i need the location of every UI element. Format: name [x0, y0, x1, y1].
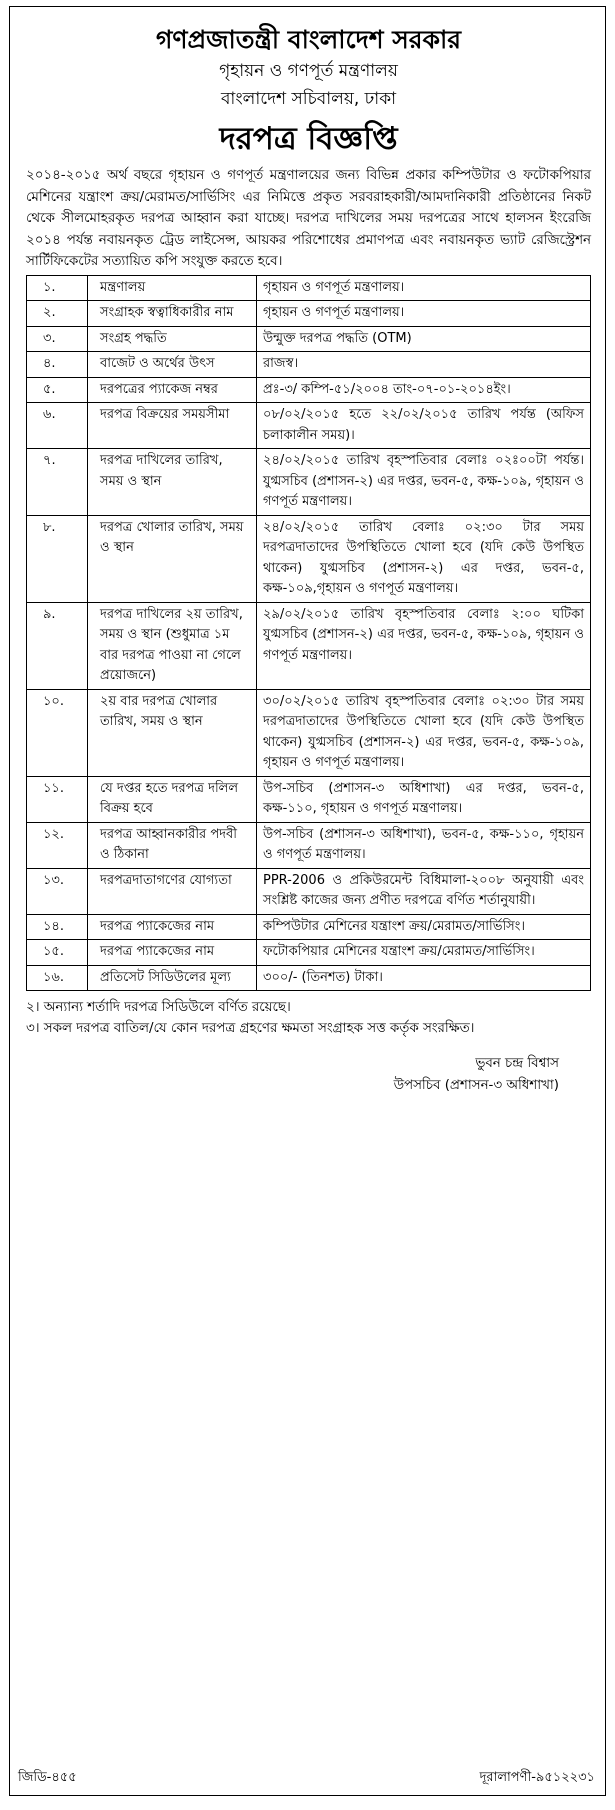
table-row: [27, 776, 591, 822]
tender-notice: [9, 6, 606, 1796]
note-item: ২। অন্যান্য শর্তাদি দরপত্র সিডিউলে বর্ণিত রয়েছে।: [26, 1000, 291, 1016]
serial-cell: ৯.: [27, 602, 88, 689]
table-row: [27, 352, 591, 378]
serial-cell: ১৫.: [27, 940, 88, 966]
label-cell: দরপত্রের প্যাকেজ নম্বর: [88, 377, 257, 403]
ministry-heading: গৃহায়ন ও গণপূর্ত মন্ত্রণালয়: [219, 61, 398, 81]
note-item: ৩। সকল দরপত্র বাতিল/যে কোন দরপত্র গ্রহণের ক্ষমতা সংগ্রাহক সত্ত কর্তৃক সংরক্ষিত।: [26, 1021, 475, 1037]
label-cell: দরপত্র খোলার তারিখ, সময় ও স্থান: [88, 515, 257, 602]
value-cell: উপ-সচিব (প্রশাসন-৩ অধিশাখা) এর দপ্তর, ভবন-৫, কক্ষ-১১০, গৃহায়ন ও গণপূর্ত মন্ত্রণালয়।: [257, 776, 591, 822]
table-row: [27, 602, 591, 689]
table-row: [27, 301, 591, 327]
label-cell: দরপত্র প্যাকেজের নাম: [88, 940, 257, 966]
intro-paragraph: ২০১৪-২০১৫ অর্থ বছরে গৃহায়ন ও গণপূর্ত মন্ত্রণালয়ের জন্য বিভিন্ন প্রকার কম্পিউটার ও ফটোকপিয়ার মেশিনের যন্ত্রাংশ ক্রয়/মেরামত/সার্ভিসিং এর নিমিত্তে প্রকৃত সরবরাহকারী/আমদানিকারী প্রতিষ্ঠানের নিকট থেকে সীলমোহরকৃত দরপত্র আহ্বান করা যাচ্ছে। দরপত্র দাখিলের সময় দরপত্রের সাথে হালসন ইংরেজি ২০১৪ পর্যন্ত নবায়নকৃত ট্রেড লাইসেন্স, আয়কর পরিশোধের প্রমাণপত্র এবং নবায়নকৃত ভ্যাট রেজিস্ট্রেশন সার্টিফিকেটের সত্যায়িত কপি সংযুক্ত করতে হবে।: [26, 168, 591, 270]
value-cell: কম্পিউটার মেশিনের যন্ত্রাংশ ক্রয়/মেরামত/সার্ভিসিং।: [257, 914, 591, 940]
label-cell: দরপত্র দাখিলের তারিখ, সময় ও স্থান: [88, 449, 257, 516]
table-row: [27, 326, 591, 352]
table-row: [27, 403, 591, 449]
notice-title: দরপত্র বিজ্ঞপ্তি: [219, 121, 398, 157]
table-row: [27, 822, 591, 868]
signatory-designation: উপসচিব (প্রশাসন-৩ অধিশাখা): [393, 1078, 559, 1094]
serial-cell: ৪.: [27, 352, 88, 378]
value-cell: গৃহায়ন ও গণপূর্ত মন্ত্রণালয়।: [257, 275, 591, 301]
label-cell: দরপত্র দাখিলের ২য় তারিখ, সময় ও স্থান (শুধুমাত্র ১ম বার দরপত্র পাওয়া না গেলে প্রয়োজনে): [88, 602, 257, 689]
serial-cell: ১.: [27, 275, 88, 301]
table-row: [27, 689, 591, 776]
value-cell: PPR-2006 ও প্রকিউরমেন্ট বিধিমালা-২০০৮ অনুযায়ী এবং সংশ্লিষ্ট কাজের জন্য প্রণীত দরপত্রে বর্ণিত শর্তানুযায়ী।: [257, 868, 591, 914]
value-cell: উন্মুক্ত দরপত্র পদ্ধতি (OTM): [257, 326, 591, 352]
label-cell: ২য় বার দরপত্র খোলার তারিখ, সময় ও স্থান: [88, 689, 257, 776]
table-row: [27, 940, 591, 966]
gd-code: জিডি-৪৫৫: [18, 1770, 77, 1785]
label-cell: দরপত্র বিক্রয়ের সময়সীমা: [88, 403, 257, 449]
table-row: [27, 515, 591, 602]
phone-number: দূরালাপণী-৯৫১২২৩১: [479, 1770, 595, 1785]
government-heading: গণপ্রজাতন্ত্রী বাংলাদেশ সরকার: [156, 25, 461, 54]
label-cell: মন্ত্রণালয়: [88, 275, 257, 301]
value-cell: উপ-সচিব (প্রশাসন-৩ অধিশাখা), ভবন-৫, কক্ষ-১১০, গৃহায়ন ও গণপূর্ত মন্ত্রণালয়।: [257, 822, 591, 868]
table-row: [27, 275, 591, 301]
location-heading: বাংলাদেশ সচিবালয়, ঢাকা: [220, 89, 397, 109]
serial-cell: ১১.: [27, 776, 88, 822]
value-cell: গৃহায়ন ও গণপূর্ত মন্ত্রণালয়।: [257, 301, 591, 327]
serial-cell: ১০.: [27, 689, 88, 776]
value-cell: ৩০/০২/২০১৫ তারিখ বৃহস্পতিবার বেলাঃ ০২:৩০ টার সময় দরপত্রদাতাদের উপস্থিতিতে খোলা হবে (যদি কেউ উপস্থিত থাকেন) যুগ্মসচিব (প্রশাসন-২) এর দপ্তর, ভবন-৫, কক্ষ-১০৯, গৃহায়ন ও গণপূর্ত মন্ত্রণালয়।: [257, 689, 591, 776]
serial-cell: ৩.: [27, 326, 88, 352]
value-cell: ২৯/০২/২০১৫ তারিখ বৃহস্পতিবার বেলাঃ ২:০০ ঘটিকা যুগ্মসচিব (প্রশাসন-২) এর দপ্তর, ভবন-৫, কক্ষ-১০৯, গৃহায়ন ও গণপূর্ত মন্ত্রণালয়।: [257, 602, 591, 689]
label-cell: সংগ্রাহক স্বত্বাধিকারীর নাম: [88, 301, 257, 327]
label-cell: দরপত্রদাতাগণের যোগ্যতা: [88, 868, 257, 914]
label-cell: সংগ্রহ পদ্ধতি: [88, 326, 257, 352]
serial-cell: ১৪.: [27, 914, 88, 940]
table-row: [27, 449, 591, 516]
value-cell: ফটোকপিয়ার মেশিনের যন্ত্রাংশ ক্রয়/মেরামত/সার্ভিসিং।: [257, 940, 591, 966]
value-cell: রাজস্ব।: [257, 352, 591, 378]
serial-cell: ১২.: [27, 822, 88, 868]
signature-block: [26, 1053, 591, 1097]
label-cell: দরপত্র প্যাকেজের নাম: [88, 914, 257, 940]
footer: [18, 1768, 595, 1789]
value-cell: ৩০০/- (তিনশত) টাকা।: [257, 965, 591, 991]
label-cell: বাজেট ও অর্থের উৎস: [88, 352, 257, 378]
value-cell: ২৪/০২/২০১৫ তারিখ বেলাঃ ০২:৩০ টার সময় দরপত্রদাতাদের উপস্থিতিতে খোলা হবে (যদি কেউ উপস্থিত থাকেন) যুগ্মসচিব (প্রশাসন-২) এর দপ্তর, ভবন-৫, কক্ষ-১০৯,গৃহায়ন ও গণপূর্ত মন্ত্রণালয়।: [257, 515, 591, 602]
signatory-name: ভুবন চন্দ্র বিশ্বাস: [475, 1056, 559, 1072]
value-cell: প্রঃ-৩/ কম্পি-৫১/২০০৪ তাং-০৭-০১-২০১৪ইং।: [257, 377, 591, 403]
notes: [26, 997, 591, 1039]
table-row: [27, 868, 591, 914]
label-cell: দরপত্র আহ্বানকারীর পদবী ও ঠিকানা: [88, 822, 257, 868]
tender-details-table: [26, 275, 591, 992]
label-cell: প্রতিসেট সিডিউলের মূল্য: [88, 965, 257, 991]
serial-cell: ৫.: [27, 377, 88, 403]
value-cell: ২৪/০২/২০১৫ তারিখ বৃহস্পতিবার বেলাঃ ০২ঃ০০টা পর্যন্ত। যুগ্মসচিব (প্রশাসন-২) এর দপ্তর, ভবন-৫, কক্ষ-১০৯, গৃহায়ন ও গণপূর্ত মন্ত্রণালয়।: [257, 449, 591, 516]
table-row: [27, 914, 591, 940]
serial-cell: ২.: [27, 301, 88, 327]
serial-cell: ৬.: [27, 403, 88, 449]
serial-cell: ৭.: [27, 449, 88, 516]
table-row: [27, 965, 591, 991]
value-cell: ০৮/০২/২০১৫ হতে ২২/০২/২০১৫ তারিখ পর্যন্ত (অফিস চলাকালীন সময়)।: [257, 403, 591, 449]
serial-cell: ১৩.: [27, 868, 88, 914]
serial-cell: ১৬.: [27, 965, 88, 991]
table-row: [27, 377, 591, 403]
label-cell: যে দপ্তর হতে দরপত্র দলিল বিক্রয় হবে: [88, 776, 257, 822]
serial-cell: ৮.: [27, 515, 88, 602]
